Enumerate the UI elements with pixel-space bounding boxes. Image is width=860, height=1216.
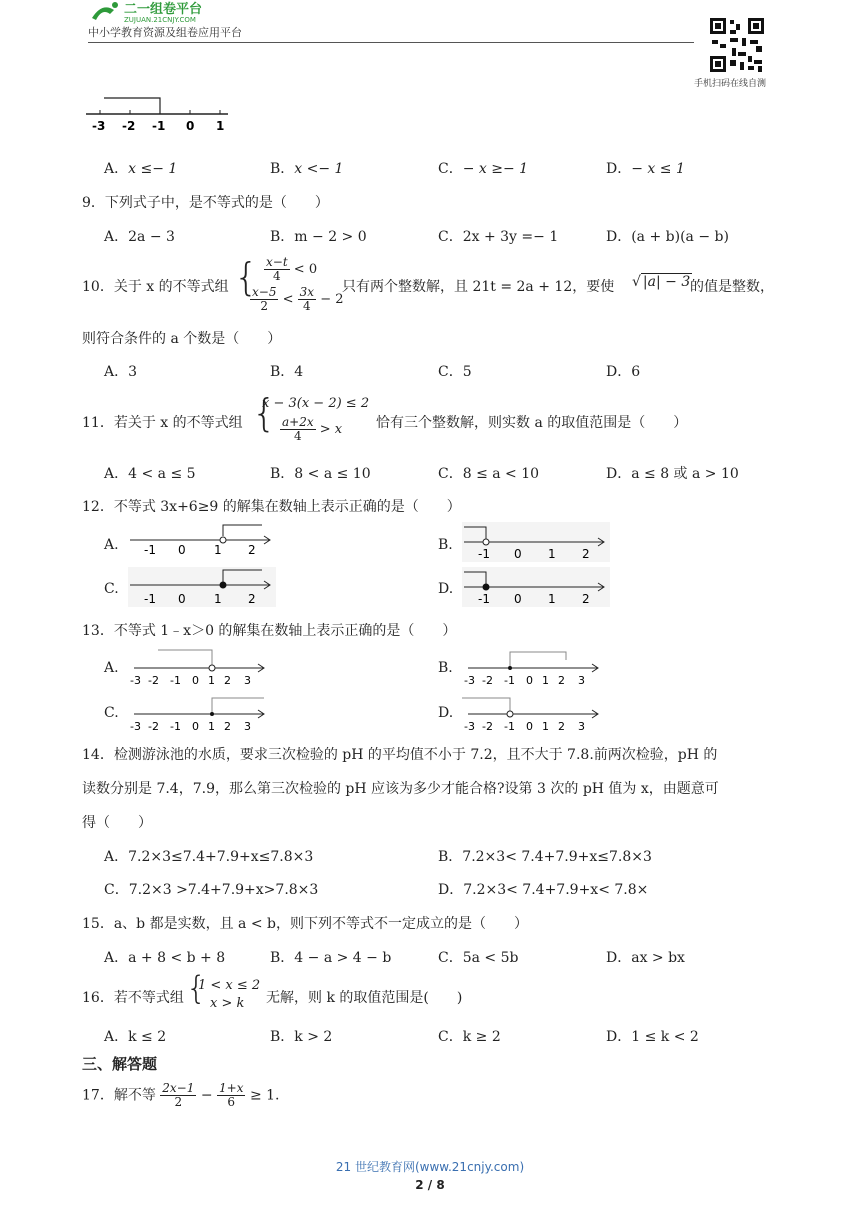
q11-option-b[interactable]: B．8 < a ≤ 10 <box>270 466 371 482</box>
brace-icon: { <box>252 391 277 435</box>
svg-text:-1: -1 <box>144 592 156 606</box>
q12-number-line-b[interactable] <box>462 522 610 566</box>
svg-text:1: 1 <box>548 592 556 606</box>
svg-text:-1: -1 <box>144 543 156 557</box>
q11-system-row2: $\frac{a+2x}{4}$ > x <box>282 415 343 444</box>
q9-option-d[interactable]: D．(a + b)(a − b) <box>606 229 729 245</box>
q10-system-row1: $\frac{x-t}{4}$ < 0 <box>266 255 318 284</box>
q12-number-line-a[interactable] <box>128 522 276 562</box>
tick-label: 1 <box>216 119 225 133</box>
svg-text:1: 1 <box>208 720 215 732</box>
svg-text:-2: -2 <box>148 674 159 686</box>
q15-stem: 15．a、b 都是实数，且 a < b，则下列不等式不一定成立的是（ ） <box>82 916 528 932</box>
svg-text:0: 0 <box>192 674 199 686</box>
q9-stem: 9．下列式子中，是不等式的是（ ） <box>82 195 329 211</box>
q12-option-c[interactable]: C. <box>104 581 119 597</box>
brace-icon: { <box>186 969 207 1007</box>
q10-line2: 则符合条件的 a 个数是（ ） <box>82 331 282 347</box>
q16-system-row1: 1 < x ≤ 2 <box>198 978 261 993</box>
q13-number-line-c[interactable] <box>128 692 268 736</box>
svg-text:3: 3 <box>578 720 585 732</box>
q10-prefix: 10．关于 x 的不等式组 <box>82 279 229 295</box>
q14-line2: 读数分别是 7.4，7.9，那么第三次检验的 pH 应该为多少才能合格?设第 3 次的 pH 值为 x，由题意可 <box>82 781 719 797</box>
q14-option-b[interactable]: B．7.2×3< 7.4+7.9+x≤7.8×3 <box>438 849 652 865</box>
q10-option-b[interactable]: B．4 <box>270 364 304 380</box>
q16-option-b[interactable]: B．k > 2 <box>270 1029 333 1045</box>
svg-text:2: 2 <box>558 720 565 732</box>
svg-text:0: 0 <box>178 592 186 606</box>
svg-text:-3: -3 <box>464 720 475 732</box>
svg-text:2: 2 <box>582 592 590 606</box>
q16-option-c[interactable]: C．k ≥ 2 <box>438 1029 501 1045</box>
svg-text:1: 1 <box>214 543 222 557</box>
q8-option-c[interactable]: C．− x ≥− 1 <box>438 161 529 177</box>
brace-icon: { <box>234 255 259 299</box>
q13-number-line-a[interactable] <box>128 646 268 690</box>
svg-text:-3: -3 <box>130 674 141 686</box>
q16-option-d[interactable]: D．1 ≤ k < 2 <box>606 1029 699 1045</box>
q11-suffix: 恰有三个整数解，则实数 a 的取值范围是（ ） <box>376 415 688 431</box>
svg-text:2: 2 <box>558 674 565 686</box>
q9-option-a[interactable]: A．2a − 3 <box>104 229 175 245</box>
header-subtitle: 中小学教育资源及组卷应用平台 <box>88 26 242 39</box>
svg-text:-2: -2 <box>482 674 493 686</box>
svg-text:-1: -1 <box>170 674 181 686</box>
svg-text:1: 1 <box>208 674 215 686</box>
q11-prefix: 11．若关于 x 的不等式组 <box>82 415 243 431</box>
q14-option-d[interactable]: D．7.2×3< 7.4+7.9+x< 7.8× <box>438 882 649 898</box>
q16-option-a[interactable]: A．k ≤ 2 <box>104 1029 167 1045</box>
q11-option-d[interactable]: D．a ≤ 8 或 a > 10 <box>606 466 739 482</box>
svg-text:0: 0 <box>514 547 522 561</box>
q12-stem: 12．不等式 3x+6≥9 的解集在数轴上表示正确的是（ ） <box>82 499 461 515</box>
q10-system-row2: $\frac{x-5}{2}$ < $\frac{3x}{4}$ − 2 <box>252 285 344 314</box>
section-title: 三、解答题 <box>82 1055 158 1073</box>
tick-label: -1 <box>152 119 166 133</box>
svg-text:0: 0 <box>526 674 533 686</box>
tick-label: -2 <box>122 119 136 133</box>
svg-text:0: 0 <box>192 720 199 732</box>
svg-text:1: 1 <box>542 720 549 732</box>
svg-text:2: 2 <box>224 720 231 732</box>
q13-option-d[interactable]: D. <box>438 705 454 721</box>
q15-option-b[interactable]: B．4 − a > 4 − b <box>270 950 392 966</box>
header-divider <box>88 42 694 43</box>
svg-text:0: 0 <box>526 720 533 732</box>
tick-label: -3 <box>92 119 106 133</box>
svg-text:-2: -2 <box>148 720 159 732</box>
tick-label: 0 <box>186 119 195 133</box>
q13-option-a[interactable]: A. <box>104 660 119 676</box>
svg-text:-1: -1 <box>478 547 490 561</box>
q13-number-line-b[interactable] <box>462 646 602 690</box>
page-number: 2 / 8 <box>415 1178 445 1192</box>
q12-number-line-d[interactable] <box>462 567 610 611</box>
q10-option-c[interactable]: C．5 <box>438 364 472 380</box>
svg-text:3: 3 <box>244 674 251 686</box>
q13-option-b[interactable]: B. <box>438 660 453 676</box>
svg-text:2: 2 <box>248 592 256 606</box>
q13-stem: 13．不等式 1﹣x＞0 的解集在数轴上表示正确的是（ ） <box>82 623 457 639</box>
svg-text:2: 2 <box>224 674 231 686</box>
q16-prefix: 16．若不等式组 <box>82 990 184 1006</box>
q17-line: 17．解不等 $\frac{2x-1}{2}$ − $\frac{1+x}{6}$ ≥ 1. <box>82 1081 280 1110</box>
q12-option-d[interactable]: D. <box>438 581 454 597</box>
svg-text:1: 1 <box>542 674 549 686</box>
q15-option-c[interactable]: C．5a < 5b <box>438 950 519 966</box>
footer-link[interactable]: 21 世纪教育网(www.21cnjy.com) <box>335 1160 525 1174</box>
q8-option-a[interactable]: A．x ≤− 1 <box>104 161 178 177</box>
svg-text:2: 2 <box>248 543 256 557</box>
platform-logo <box>88 0 268 24</box>
q12-option-a[interactable]: A. <box>104 537 119 553</box>
q11-system-row1: x − 3(x − 2) ≤ 2 <box>262 396 370 411</box>
q13-option-c[interactable]: C. <box>104 705 119 721</box>
qr-code-icon[interactable] <box>708 16 766 74</box>
logo-text: 二一组卷平台 <box>124 2 203 17</box>
svg-text:3: 3 <box>244 720 251 732</box>
q10-suffix: 的值是整数， <box>690 279 774 295</box>
svg-text:3: 3 <box>578 674 585 686</box>
svg-text:-3: -3 <box>130 720 141 732</box>
svg-text:-1: -1 <box>504 720 515 732</box>
q10-option-a[interactable]: A．3 <box>104 364 138 380</box>
qr-caption: 手机扫码在线自测 <box>694 79 767 89</box>
svg-text:0: 0 <box>178 543 186 557</box>
q10-option-d[interactable]: D．6 <box>606 364 641 380</box>
logo-url: ZUJUAN.21CNJY.COM <box>124 16 196 24</box>
q12-option-b[interactable]: B. <box>438 537 453 553</box>
svg-text:-3: -3 <box>464 674 475 686</box>
svg-text:2: 2 <box>582 547 590 561</box>
q15-option-d[interactable]: D．ax > bx <box>606 950 685 966</box>
svg-text:-2: -2 <box>482 720 493 732</box>
q14-option-a[interactable]: A．7.2×3≤7.4+7.9+x≤7.8×3 <box>104 849 314 865</box>
q16-system-row2: x > k <box>210 996 245 1011</box>
q12-number-line-c[interactable] <box>128 567 276 611</box>
q16-suffix: 无解，则 k 的取值范围是( ) <box>266 990 463 1006</box>
q14-option-c[interactable]: C．7.2×3 >7.4+7.9+x>7.8×3 <box>104 882 319 898</box>
q10-sqrt: √ |a| − 3 <box>632 274 691 290</box>
q13-number-line-d[interactable] <box>462 692 602 736</box>
svg-text:-1: -1 <box>170 720 181 732</box>
svg-text:-1: -1 <box>478 592 490 606</box>
q8-option-b[interactable]: B．x <− 1 <box>270 161 344 177</box>
q11-option-c[interactable]: C．8 ≤ a < 10 <box>438 466 540 482</box>
q9-option-c[interactable]: C．2x + 3y =− 1 <box>438 229 559 245</box>
q14-line3: 得（ ） <box>82 815 152 831</box>
svg-text:-1: -1 <box>504 674 515 686</box>
number-line-q8 <box>86 94 236 138</box>
svg-text:0: 0 <box>514 592 522 606</box>
q14-line1: 14．检测游泳池的水质，要求三次检验的 pH 的平均值不小于 7.2，且不大于 7.8.前两次检验，pH 的 <box>82 747 718 763</box>
q10-middle: 只有两个整数解，且 21t = 2a + 12，要使 <box>342 279 615 295</box>
q8-option-d[interactable]: D．− x ≤ 1 <box>606 161 685 177</box>
q15-option-a[interactable]: A．a + 8 < b + 8 <box>104 950 226 966</box>
svg-text:1: 1 <box>214 592 222 606</box>
svg-text:1: 1 <box>548 547 556 561</box>
q11-option-a[interactable]: A．4 < a ≤ 5 <box>104 466 196 482</box>
q9-option-b[interactable]: B．m − 2 > 0 <box>270 229 367 245</box>
